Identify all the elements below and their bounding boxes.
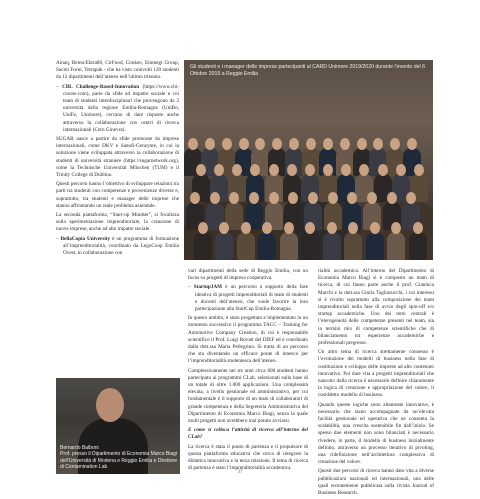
bullet-text: è un programma di formazione all’imprenditorialità, coordinato da LegoCoop Emilia Ovest, in collaborazione con	[63, 235, 179, 257]
person-head	[210, 192, 220, 204]
person-figure	[237, 232, 255, 260]
bullet-paragraph	[188, 284, 308, 313]
paragraph: Questi percorsi hanno l’obiettivo di sviluppare relazioni tra parti tra studenti con competenze e provenienze diverse e, soprattutto, tra studenti e manager delle imprese che stanno affrontando un reale problema aziendale.	[56, 181, 179, 209]
paragraph: La ricerca è stata il punto di partenza e il propulsore di questa piattaforma educativa che cerca di integrare la didattica innovativa e la terza missione. Il tema di ricerca di partenza è stato l’imprenditorialità accademica.	[188, 443, 308, 472]
person-head	[287, 164, 297, 176]
person-figure	[387, 232, 405, 260]
bullet-lead: BellaCopia University	[60, 235, 111, 242]
person-head	[205, 138, 215, 150]
person-head	[269, 164, 279, 176]
person-head	[308, 192, 318, 204]
paragraph: rialità accademica. All’interno del Dipartimento di Economia Marco Biagi si è composto un team di ricerca, di cui fanno parte anche il prof. Gianluca Marchi e la dott.ssa Giulia Tagliazucchi, i cui interessi si è rivolto soprattutto alla composizione dei team imprenditoriali nella fase di avvio degli spin-off e/o startup accademiche. Uno dei temi centrali è l’eterogeneità delle competenze presenti nel team, sia in termini mix di competenze scientifiche che di bilanciamento tra esperienze accademiche e professionali pregresse.	[318, 268, 434, 347]
paragraph: Quando queste logiche sono altamente innovative, è necessario che siano accompagnate da un’elevata facilità gestionale ed operativa che ne consenta la scalabilità, una crescita sostenibile fin dall’inizio. Se spesso due elementi non sono bilanciati è necessario rivedere, in parte, il modello di business inizialmente definito, attraverso un processo iterativo di pivoting, una ridefinizione nell’architettura complessiva di creazione del valore.	[318, 401, 434, 466]
person-figure	[301, 232, 319, 260]
bullet-paragraph	[56, 84, 179, 134]
person-head	[327, 222, 337, 234]
portrait-head	[96, 388, 124, 422]
paragraph: In questo ambito, è stato progettato e implementato in un momento successivo il programma TACC – Training for Automotive Company Creation, di cui è responsabile scientifico il Prof. Luigi Rovati del DIEF ed è coordinato dalla dott.ssa Maria Pellegrino. Si tratta di un percorso che sta diventando un efficace ponte di innesco per l’imprenditorialità studentesca dell’ateneo.	[188, 315, 308, 365]
person-figure	[366, 232, 384, 260]
person-figure	[194, 232, 212, 260]
person-head	[269, 192, 279, 204]
paragraph: SUGAR nasce a partire da sfide promosse da imprese internazionali, come DKV e Sanofi-Genzyme, in cui la soluzione viene sviluppata attraverso la collaborazione di studenti di università straniere (https://sugarnetwork.org), come la Technische Universität München (TUM) e il Trinity College di Dublino.	[56, 136, 179, 179]
person-figure	[409, 232, 427, 260]
person-head	[323, 138, 333, 150]
person-head	[284, 222, 294, 234]
bullet-lead: StartupJAM	[193, 284, 222, 291]
person-head	[323, 164, 333, 176]
person-head	[198, 222, 208, 234]
bullet-text: è un percorso a supporto della fase ideativa di progetti imprenditoriali di team di studenti e docenti dell’ateneo, che vuole favorire la loro partecipazione alla StartCup Emilia-Romagna.	[195, 284, 309, 313]
paragraph: Complessivamente nei tre anni circa 600 studenti hanno partecipato ai programmi CLab, selezionati sulla base di un totale di oltre 1.000 applicazioni. Una complessità elevata, a livello gestionale ed amministrativo, per cui fondamentale è il supporto di un team di collaboratori di grande competenza e della Segreteria Amministrativa del Dipartimento di Economia Marco Biagi, senza la quale molti progetti non avrebbero mai potuto avviarsi.	[188, 367, 308, 425]
column-2	[188, 268, 308, 474]
person-figure	[215, 232, 233, 260]
person-head	[378, 164, 388, 176]
person-figure	[258, 232, 276, 260]
paragraph: vari dipartimenti della sede di Reggio Emilia, con un focus su progetti di impresa cooperativa.	[188, 268, 308, 282]
paragraph: Questi due percorsi di ricerca hanno dato vita a diverse pubblicazioni nazionali ed internazionali, una delle quali recentemente pubblicata sulla rivista Journal of Business Research.	[318, 468, 434, 497]
person-figure	[323, 232, 341, 260]
paragraph: La seconda piattaforma, “Start-up Mindset”, si focalizza sulla sperimentazione imprenditoriale, la creazione di nuove imprese, anche ad alto impatto sociale.	[56, 212, 179, 233]
person-head	[367, 192, 377, 204]
person-head	[188, 138, 198, 150]
group-photo-caption: Gli studenti e i manager delle imprese partecipanti al CARD Unimore 2019/2020 durante l’evento del 6 Ottobre 2019 a Reggio Emilia	[190, 64, 426, 77]
person-head	[340, 138, 350, 150]
person-head	[305, 164, 315, 176]
bullet-dash: –	[56, 235, 61, 242]
person-head	[190, 192, 200, 204]
person-head	[249, 192, 259, 204]
section-heading: E come si colloca l’attività di ricerca all’interno del CLab?	[188, 427, 308, 441]
paragraph: Ainaq, Bemo/Ektra80, CirFood, Cookeo, Emmegi Group, Sacmi Forni, Tetrapak - che ha visto coinvolti 120 studenti da 12 dipartimenti dell’ateneo nell’ultimo triennio.	[56, 60, 179, 81]
person-head	[241, 222, 251, 234]
person-head	[239, 138, 249, 150]
bullet-dash: –	[188, 284, 194, 291]
person-head	[328, 192, 338, 204]
person-head	[414, 164, 424, 176]
column-3	[318, 268, 434, 499]
person-head	[396, 164, 406, 176]
portrait-photo	[56, 378, 180, 474]
person-head	[196, 164, 206, 176]
person-head	[370, 222, 380, 234]
person-figure	[280, 232, 298, 260]
column-1-top	[56, 60, 179, 259]
bullet-dash: –	[56, 83, 63, 90]
portrait-caption: Bernardo Balboni Prof. presso il Dipartimento di Economia Marco Biagi dell’Università di Modena e Reggio Emilia e Direttore di Contamination Lab	[60, 445, 177, 470]
group-photo-people	[184, 130, 433, 260]
group-photo	[184, 60, 433, 260]
page-number: 37	[237, 470, 243, 475]
bullet-lead: CBL Challenge-Based-Innovation	[62, 83, 140, 90]
person-head	[306, 138, 316, 150]
person-head	[413, 222, 423, 234]
person-head	[387, 192, 397, 204]
bullet-text: (https://www.cbi-course.com), parte da sfide ad impatto sociale e coi team di studenti interdisciplinari che provengono da 3 università della regione Emilia-Romagna (UniBo, UniFe, Unimore), cercano di dare risposte anche attraverso la collaborazione con centri di ricerca internazionali (Cern Ginevra).	[63, 83, 179, 133]
person-figure	[344, 232, 362, 260]
paragraph: Un altro tema di ricerca strettamente connesso è l’evoluzione dei modelli di business nella fase di costituzione e sviluppo delle imprese ad alto contenuto innovativo. Poi dare vita a progetti imprenditoriali che nascono dalla ricerca è necessario definire chiaramente la logica di creazione e appropriazione del valore, il cosiddetto modello di business.	[318, 349, 434, 399]
person-head	[391, 222, 401, 234]
person-head	[357, 138, 367, 150]
bullet-paragraph	[56, 236, 179, 258]
person-head	[222, 138, 232, 150]
